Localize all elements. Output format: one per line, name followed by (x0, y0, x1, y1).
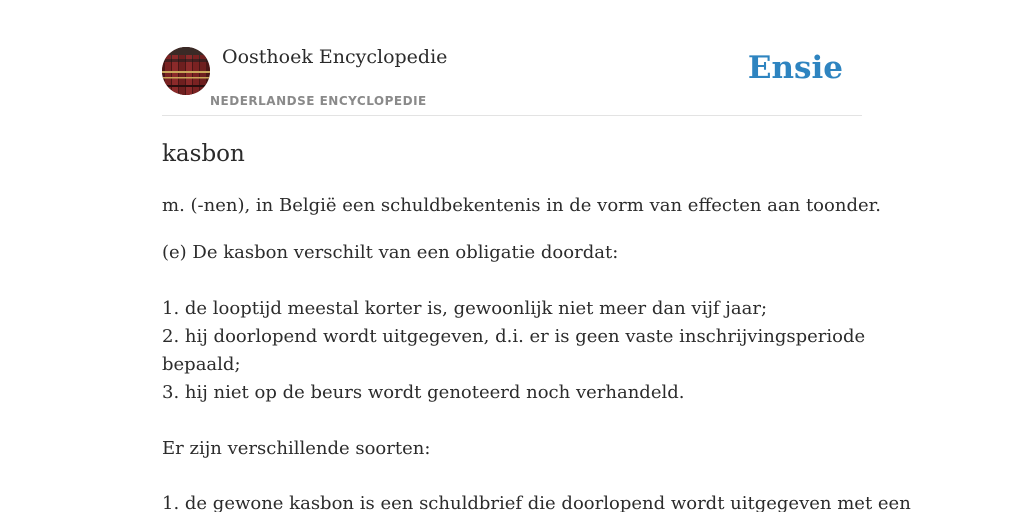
site-header (162, 0, 862, 116)
intro-text: (e) De kasbon verschilt van een obligatie doordat: (162, 242, 619, 263)
site-title-link[interactable]: Oosthoek Encyclopedie (222, 46, 448, 68)
list-item: 1. de looptijd meestal korter is, gewoonlijk niet meer dan vijf jaar; (162, 298, 768, 319)
list-item: 3. hij niet op de beurs wordt genoteerd noch verhandeld. (162, 382, 685, 403)
list-item: bepaald; (162, 354, 241, 375)
site-subtitle: NEDERLANDSE ENCYCLOPEDIE (210, 94, 427, 108)
list-item: 2. hij doorlopend wordt uitgegeven, d.i. er is geen vaste inschrijvingsperiode (162, 326, 866, 347)
list-item: 1. de gewone kasbon is een schuldbrief die doorlopend wordt uitgegeven met een (162, 493, 911, 512)
definition-text: m. (-nen), in België een schuldbekentenis in de vorm van effecten aan toonder. (162, 195, 881, 216)
content-container (162, 0, 911, 512)
ensie-brand-link[interactable]: Ensie (747, 50, 843, 86)
types-intro-text: Er zijn verschillende soorten: (162, 438, 431, 459)
entry-title: kasbon (162, 141, 245, 167)
encyclopedia-logo-icon[interactable] (162, 47, 210, 95)
